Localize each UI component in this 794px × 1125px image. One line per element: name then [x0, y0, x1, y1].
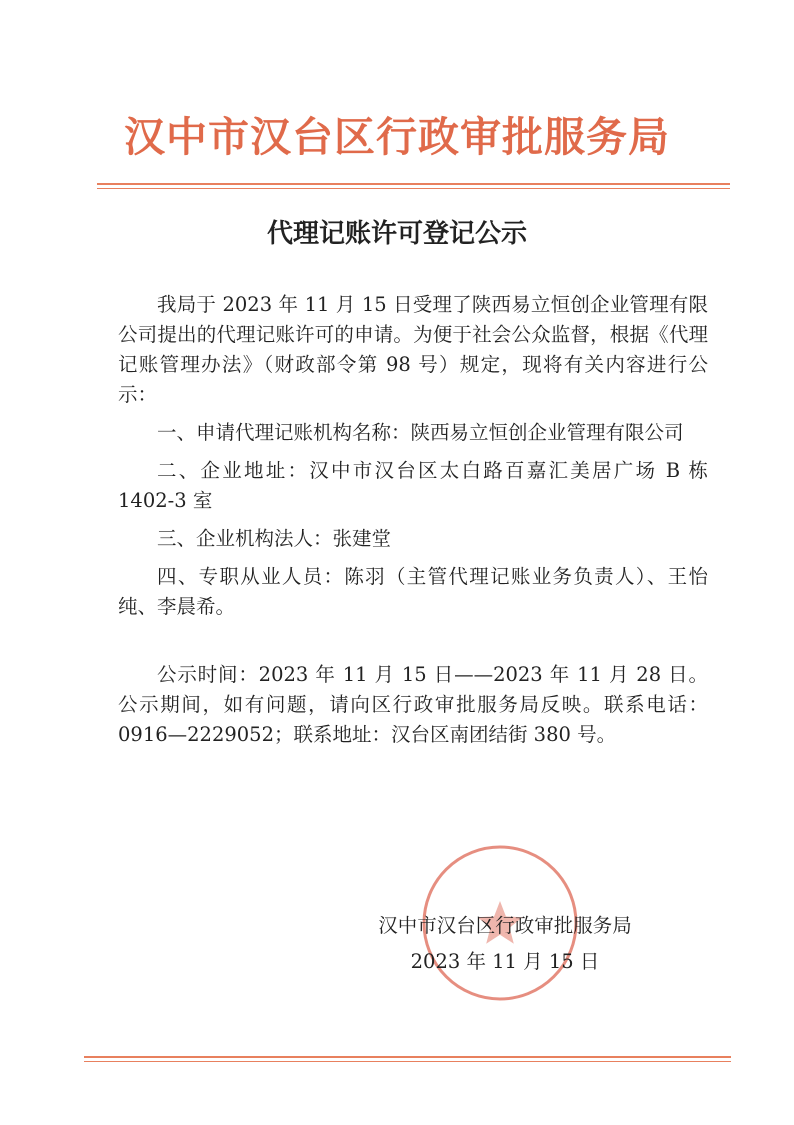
- header-divider-thin: [97, 188, 730, 189]
- agency-header-title: 汉中市汉台区行政审批服务局: [124, 113, 670, 161]
- notice-paragraph: 公示时间：2023 年 11 月 15 日——2023 年 11 月 28 日。公示期间，如有问题，请向区行政审批服务局反映。联系电话：0916—2229052；联系地址：汉台区南团结街 380 号。: [118, 663, 708, 746]
- signature-agency: 汉中市汉台区行政审批服务局: [378, 914, 632, 937]
- item-address: 二、企业地址：汉中市汉台区太白路百嘉汇美居广场 B 栋 1402-3 室: [118, 459, 708, 512]
- intro-paragraph: 我局于 2023 年 11 月 15 日受理了陕西易立恒创企业管理有限公司提出的代理记账许可的申请。为便于社会公众监督，根据《代理记账管理办法》（财政部令第 98 号）规定，现将有关内容进行公示：: [118, 293, 708, 406]
- footer-divider-thick: [84, 1056, 731, 1058]
- signature-date: 2023 年 11 月 15 日: [410, 950, 600, 973]
- item-staff: 四、专职从业人员：陈羽（主管代理记账业务负责人）、王怡纯、李晨希。: [118, 565, 708, 618]
- footer-divider-thin: [84, 1061, 731, 1062]
- header-divider-thick: [97, 183, 730, 185]
- item-legal-person: 三、企业机构法人：张建堂: [157, 527, 392, 550]
- document-title: 代理记账许可登记公示: [266, 219, 527, 249]
- document-body: [118, 290, 708, 750]
- item-agency-name: 一、申请代理记账机构名称：陕西易立恒创企业管理有限公司: [157, 421, 684, 444]
